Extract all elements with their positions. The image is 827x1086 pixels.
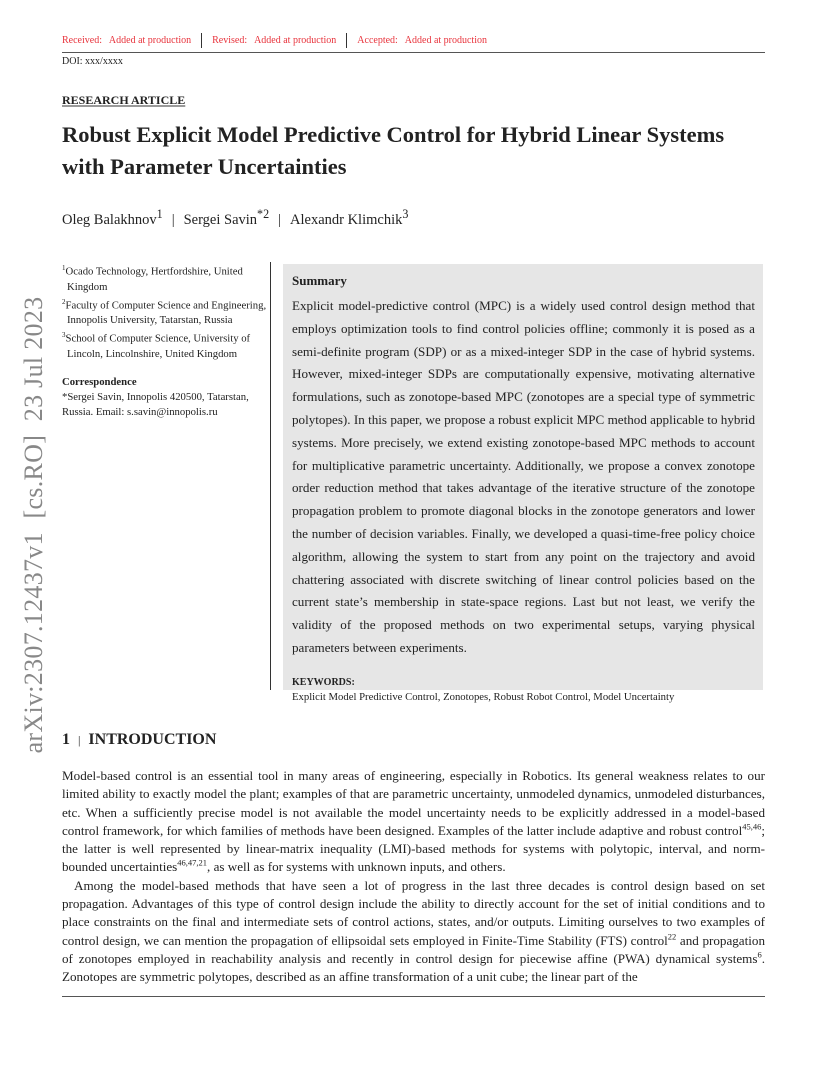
dates-header	[62, 35, 765, 48]
author-separator: |	[171, 211, 175, 228]
text-run: , as well as for systems with unknown inputs, and others.	[207, 859, 506, 875]
citation: 6	[757, 949, 762, 960]
authors	[62, 207, 408, 229]
affiliation	[62, 261, 267, 295]
summary-heading: Summary	[292, 273, 347, 288]
keywords-heading: KEYWORDS:	[292, 676, 355, 688]
affiliation-text: Ocado Technology, Hertfordshire, United Kingdom	[65, 265, 243, 293]
citation: 22	[667, 931, 677, 942]
author	[183, 207, 270, 228]
accepted-date: Accepted: Added at production	[357, 35, 487, 46]
column-divider	[270, 262, 271, 690]
correspondence-text: *Sergei Savin, Innopolis 420500, Tatarstan, Russia. Email: s.savin@innopolis.ru	[62, 390, 249, 418]
affiliation-mark: 2	[62, 297, 66, 306]
citation: 45,46	[742, 821, 762, 832]
header-rule	[62, 52, 765, 53]
section-heading: 1 | INTRODUCTION	[62, 731, 217, 748]
author-affiliation-mark: *2	[257, 207, 270, 221]
affiliation	[62, 295, 267, 329]
divider	[346, 33, 347, 48]
text-run: ; the latter is well represented by linear-matrix inequality (LMI)-based methods for systems with polytopic, interval, and norm-bounded uncertainties	[62, 822, 765, 875]
section-title: INTRODUCTION	[88, 731, 217, 748]
affiliation	[62, 328, 267, 362]
text-run: Model-based control is an essential tool in many areas of engineering, especially in Robotics. Its general weakness relates to our limited ability to exactly model the plant; examples of that are parametric uncertainty, unmodeled dynamics, unmodeled disturbances, etc. When a sufficiently precise model is not available the model uncertainty needs to be explicitly addressed in a model-based control framework, for which families of methods have been designed. Examples of the latter include adaptive and robust control	[62, 768, 765, 838]
author-affiliation-mark: 3	[402, 207, 409, 221]
author	[290, 207, 409, 228]
affiliation-mark: 3	[62, 331, 66, 340]
author-name: Sergei Savin	[183, 211, 258, 228]
revised-date: Revised: Added at production	[212, 35, 337, 46]
text-run: and propagation of zonotopes employed in reachability analysis and recently in control design for piecewise affine (PWA) dynamical systems	[62, 932, 765, 966]
summary-box	[283, 264, 763, 703]
correspondence-heading: Correspondence	[62, 375, 137, 388]
article-type: RESEARCH ARTICLE	[62, 93, 186, 107]
author-affiliation-mark: 1	[156, 207, 163, 221]
text-run: Among the model-based methods that have seen a lot of progress in the last three decades is control design based on set propagation. Advantages of this type of control design include the ability to directly account for the set of initial conditions and to place constraints on the final and intermediate sets of control actions, states, and/or outputs. Limiting ourselves to two examples of control design, we can mention the propagation of ellipsoidal sets employed in Finite-Time Stability (FTS) control	[62, 877, 765, 948]
paragraph	[62, 767, 765, 877]
text-run: . Zonotopes are symmetric polytopes, described as an affine transformation of a unit cube; the linear part of the	[62, 950, 765, 985]
paper-title: Robust Explicit Model Predictive Control for Hybrid Linear Systems with Parameter Uncertainties	[62, 122, 725, 179]
affiliation-mark: 1	[62, 264, 66, 272]
footer-rule	[62, 996, 765, 997]
summary-text: Explicit model-predictive control (MPC) is a widely used control design method that employs optimization tools to find control policies offline; commonly it is posed as a semi-definite program (SDP) or as a mixed-integer SDP in the case of hybrid systems. However, mixed-integer SDPs are computationally expensive, motivating alternative formulations, such as zonotope-based MPC (zonotopes are a special type of symmetric polytopes). In this paper, we propose a robust explicit MPC method applicable to hybrid systems. More precisely, we extend existing zonotope-based MPC methods to account for multiplicative parametric uncertainty. Additionally, we propose a convex zonotope order reduction method that takes advantage of the iterative structure of the zonotope propagation problem to promote diagonal blocks in the zonotope generators and lower the number of decision variables. Finally, we developed a quasi-time-free policy choice algorithm, allowing the system to start from any point on the trajectory and avoid chattering associated with discrete switching of linear control policies based on the current state’s membership in state-space regions. Last but not least, we verify the validity of the proposed methods on two experimental setups, varying physical parameters between experiments.	[292, 298, 755, 655]
affiliation-text: Faculty of Computer Science and Engineering, Innopolis University, Tatarstan, Russia	[65, 299, 267, 327]
doi: DOI: xxx/xxxx	[62, 56, 123, 67]
author	[62, 207, 163, 228]
keywords: Explicit Model Predictive Control, Zonotopes, Robust Robot Control, Model Uncertainty	[292, 690, 675, 703]
introduction-body	[62, 767, 765, 987]
paragraph	[62, 877, 765, 987]
received-date: Received: Added at production	[62, 35, 192, 46]
affiliation-text: School of Computer Science, University of Lincoln, Lincolnshire, United Kingdom	[65, 332, 251, 360]
arxiv-stamp: arXiv:2307.12437v1 [cs.RO] 23 Jul 2023	[19, 296, 48, 754]
affiliations	[62, 261, 267, 420]
author-separator: |	[278, 211, 282, 228]
author-name: Alexandr Klimchik	[290, 211, 403, 228]
citation: 46,47,21	[177, 858, 208, 869]
divider	[201, 33, 202, 48]
author-name: Oleg Balakhnov	[62, 211, 157, 228]
section-number: 1	[62, 731, 70, 748]
